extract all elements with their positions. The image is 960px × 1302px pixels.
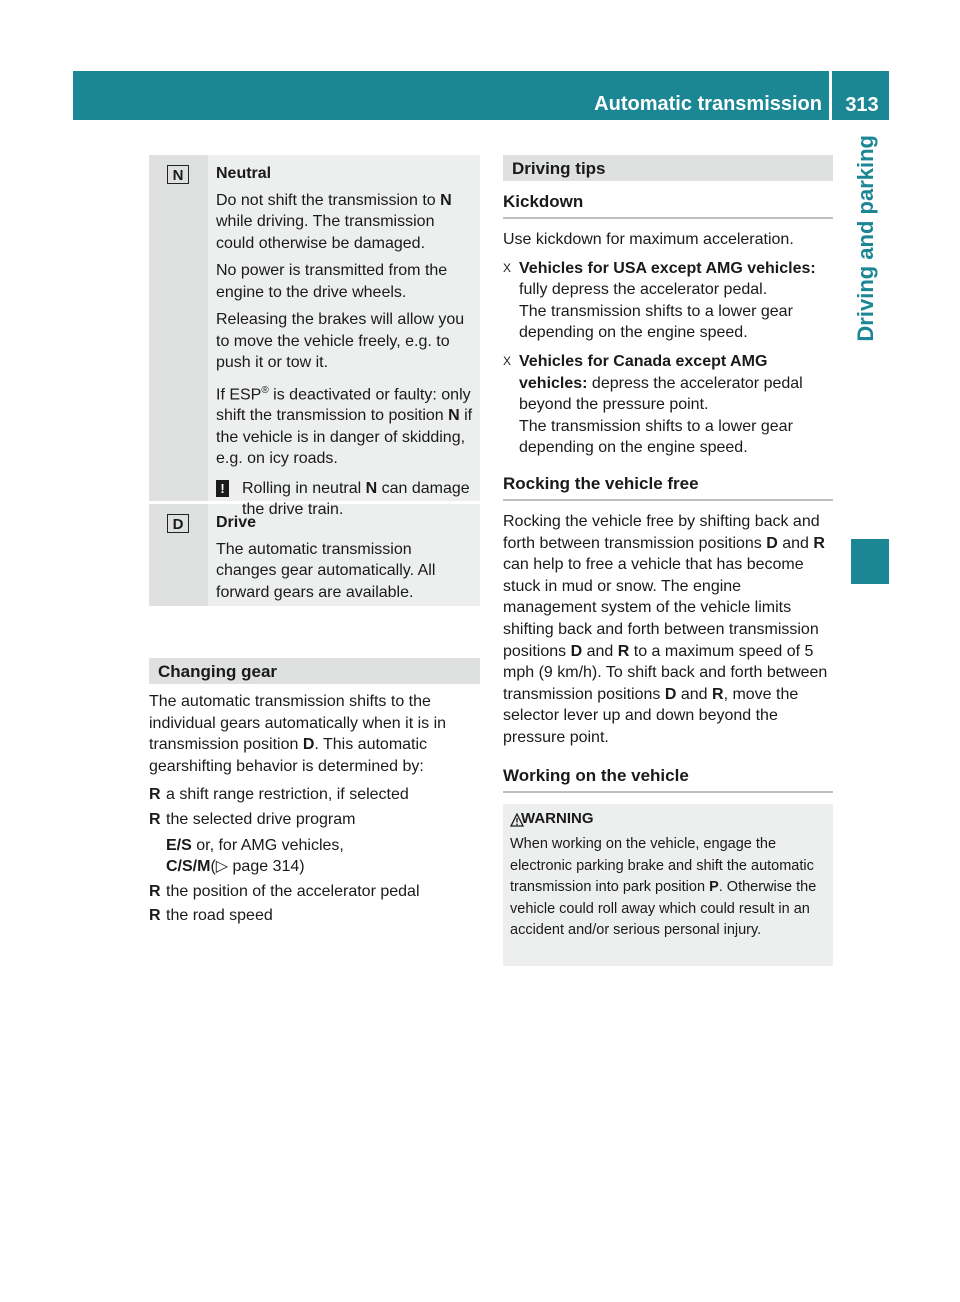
section-heading: Changing gear (149, 658, 480, 684)
bullet-marker: R (149, 786, 161, 804)
paragraph: If ESP® is deactivated or faulty: only shift the transmission to position N if the vehicle is in danger of skidding, e.g. on icy roads. (216, 384, 473, 468)
paragraph: Rocking the vehicle free by shifting back and forth between transmission positions D and R can help to free a vehicle that has become stuck in mud or snow. The engine management system of the vehicle limits shifting back and forth between transmission positions D and R to a maximum speed of 5 mph (9 km/h). To shift back and forth between transmission positions D and R, move the selector lever up and down beyond the pressure point. (503, 512, 828, 746)
paragraph: The automatic transmission changes gear automatically. All forward gears are available. (216, 540, 436, 601)
paragraph: No power is transmitted from the engine to the drive wheels. (216, 262, 448, 301)
paragraph: Use kickdown for maximum acceleration. (503, 231, 794, 248)
rocking-heading: Rocking the vehicle free (503, 474, 833, 501)
side-tab (842, 135, 890, 535)
list-item: X Vehicles for Canada except AMG vehicles: depress the accelerator pedal beyond the pressure point. The transmission shifts to a lower gear depending on the engine speed. (503, 351, 833, 459)
header-divider (829, 71, 832, 120)
list-item: R the selected drive program E/S or, for AMG vehicles, C/S/M(▷ page 314) (149, 809, 480, 878)
page-number: 313 (845, 94, 879, 116)
header-divider-right (889, 71, 892, 120)
exclamation-icon: ! (216, 480, 229, 497)
list-item: R the road speed (149, 905, 480, 927)
action-arrow-icon: X (503, 260, 512, 275)
list-item: X Vehicles for USA except AMG vehicles: fully depress the accelerator pedal. The transmission shifts to a lower gear depending on the engine speed. (503, 258, 833, 344)
description-cell (208, 504, 480, 606)
list-item: R the position of the accelerator pedal (149, 881, 480, 903)
row-title: Neutral (216, 165, 272, 182)
bullet-marker: R (149, 907, 161, 925)
key-cell (149, 504, 208, 606)
bullet-marker: R (149, 882, 161, 900)
kickdown-body (503, 229, 833, 459)
changing-gear-section (149, 658, 480, 927)
kickdown-heading: Kickdown (503, 192, 833, 219)
warning-title: WARNING (521, 810, 594, 827)
section-heading: Driving tips (503, 155, 833, 181)
paragraph: The automatic transmission shifts to the individual gears automatically when it is in transmission position D. This automatic gearshifting behavior is determined by: (149, 693, 447, 775)
action-arrow-icon: X (503, 353, 512, 368)
list-item: R a shift range restriction, if selected (149, 784, 480, 806)
warning-text: When working on the vehicle, engage the electronic parking brake and shift the automatic transmission into park position P. Otherwise the vehicle could roll away which could result in an accident and/or serious personal injury. (510, 836, 817, 939)
rocking-body (503, 511, 833, 749)
gear-position-table (149, 155, 480, 606)
bullet-marker: R (149, 810, 161, 828)
paragraph: Do not shift the transmission to N while driving. The transmission could otherwise be damaged. (216, 191, 452, 252)
gear-n-icon: N (167, 165, 189, 184)
side-tab-marker (851, 539, 889, 584)
key-cell (149, 155, 208, 501)
side-tab-label: Driving and parking (853, 135, 878, 342)
page-reference-link[interactable]: (▷ page 314) (210, 858, 305, 876)
section-body (149, 691, 480, 927)
header-title: Automatic transmission (594, 93, 822, 115)
gear-d-icon: D (167, 514, 189, 533)
table-row-neutral (149, 155, 480, 519)
note-text: Rolling in neutral N can damage the drive train. (242, 479, 470, 519)
working-heading: Working on the vehicle (503, 766, 833, 793)
warning-box (503, 804, 833, 966)
paragraph: Releasing the brakes will allow you to move the vehicle freely, e.g. to push it or tow it. (216, 311, 465, 371)
description-cell (208, 155, 480, 519)
row-title: Drive (216, 514, 257, 531)
driving-tips-section (503, 155, 833, 793)
table-row-drive (149, 504, 480, 606)
